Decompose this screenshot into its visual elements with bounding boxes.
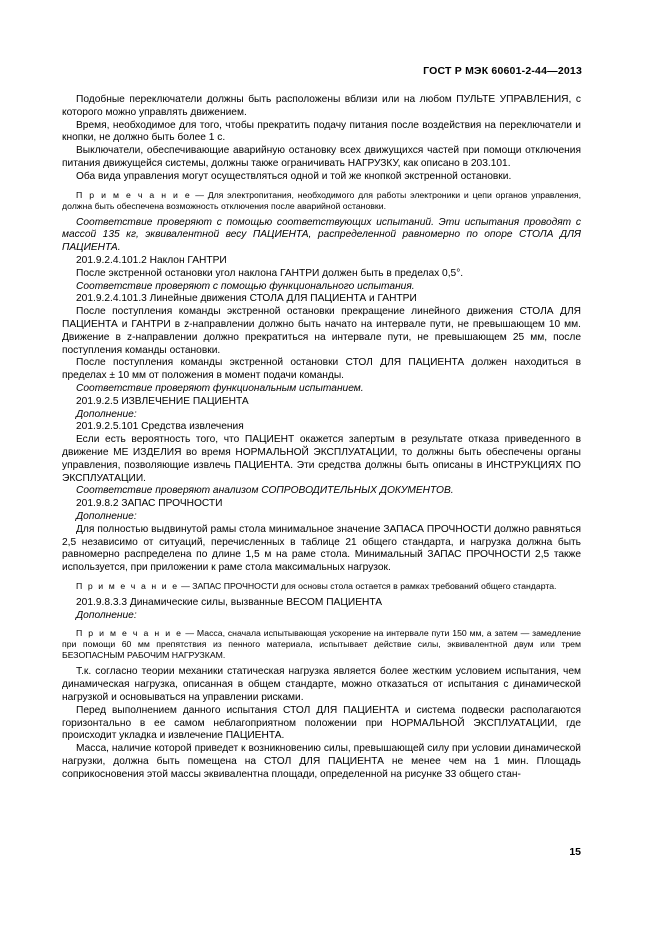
- compliance-text: Соответствие проверяют с помощью соответствующих испытаний. Эти испытания проводят с массой 135 кг, эквивалентной весу ПАЦИЕНТА, распределенной равномерно по опоре СТОЛА ДЛЯ ПАЦИЕНТА.: [62, 216, 581, 254]
- paragraph: Подобные переключатели должны быть расположены вблизи или на любом ПУЛЬТЕ УПРАВЛЕНИЯ, с которого можно управлять движением.: [62, 94, 581, 118]
- note-text: — ЗАПАС ПРОЧНОСТИ для основы стола остается в рамках требований общего стандарта.: [181, 580, 557, 591]
- compliance-text: Соответствие проверяют анализом СОПРОВОДИТЕЛЬНЫХ ДОКУМЕНТОВ.: [76, 485, 454, 497]
- note-label: П р и м е ч а н и е: [76, 580, 179, 591]
- paragraph: После поступления команды экстренной остановки прекращение линейного движения СТОЛА ДЛЯ ПАЦИЕНТА и ГАНТРИ в z-направлении должно быть начато на интервале пути, не превышающем 10 мм. Движение в z-направлении должно прекратиться на интервале пути, не превышающем 25 мм, после поступления команды остановки.: [62, 306, 581, 356]
- page-content: [62, 94, 581, 782]
- section-heading: 201.9.2.5.101 Средства извлечения: [76, 421, 244, 433]
- paragraph: Т.к. согласно теории механики статическая нагрузка является более жестким условием испытания, чем динамическая нагрузка, описанная в общем стандарте, можно отказаться от испытания с динамической нагрузкой и основываться на управлении рисками.: [62, 666, 581, 704]
- standard-header: ГОСТ Р МЭК 60601-2-44—2013: [423, 65, 582, 77]
- page-number: 15: [569, 846, 581, 858]
- paragraph: Перед выполнением данного испытания СТОЛ ДЛЯ ПАЦИЕНТА и система подвески располагаются горизонтально в ее самом неблагоприятном положении при НОРМАЛЬНОЙ ЭКСПЛУАТАЦИИ, где происходит укладка и извлечение ПАЦИЕНТА.: [62, 704, 581, 742]
- section-heading: 201.9.8.2 ЗАПАС ПРОЧНОСТИ: [76, 498, 223, 510]
- paragraph: Если есть вероятность того, что ПАЦИЕНТ окажется запертым в результате отказа приведенного в движение МЕ ИЗДЕЛИЯ во время НОРМАЛЬНОЙ ЭКСПЛУАТАЦИИ, то должны быть обеспечены органы управления, позволяющие извлечь ПАЦИЕНТА. Эти средства должны быть описаны в ИНСТРУКЦИЯХ ПО ЭКСПЛУАТАЦИИ.: [62, 434, 581, 484]
- paragraph: Масса, наличие которой приведет к возникновению силы, превышающей силу при условии динамической нагрузки, должна быть помещена на СТОЛ ДЛЯ ПАЦИЕНТА не менее чем на 1 мин. Площадь соприкосновения этой массы эквивалентна площади, определенной на рисунке 33 общего стан-: [62, 743, 581, 780]
- section-heading: 201.9.2.4.101.2 Наклон ГАНТРИ: [76, 254, 227, 266]
- section-heading: 201.9.2.5 ИЗВЛЕЧЕНИЕ ПАЦИЕНТА: [76, 395, 249, 407]
- paragraph: Оба вида управления могут осуществляться одной и той же кнопкой экстренной остановки.: [76, 170, 512, 182]
- addition-label: Дополнение:: [76, 609, 137, 621]
- note-text: — Для электропитания, необходимого для работы электроники и цепи органов управления, должна быть обеспечена возможность отключения после аварийной остановки.: [62, 189, 581, 211]
- compliance-text: Соответствие проверяют с помощью функционального испытания.: [76, 280, 415, 292]
- compliance-text: Соответствие проверяют функциональным испытанием.: [76, 382, 364, 394]
- paragraph: После поступления команды экстренной остановки СТОЛ ДЛЯ ПАЦИЕНТА должен находиться в пределах ± 10 мм от положения в момент подачи команды.: [62, 357, 581, 382]
- note: [62, 190, 581, 212]
- paragraph: После экстренной остановки угол наклона ГАНТРИ должен быть в пределах 0,5°.: [76, 267, 464, 279]
- note: [62, 581, 581, 592]
- paragraph: Выключатели, обеспечивающие аварийную остановку всех движущихся частей при помощи отключения питания движущейся системы, должны также ограничивать НАГРУЗКУ, как описано в 203.101.: [62, 145, 581, 169]
- addition-label: Дополнение:: [76, 510, 137, 522]
- note-text: — Масса, сначала испытывающая ускорение на интервале пути 150 мм, а затем — замедление при помощи 60 мм препятствия из пенного материала, испытывает действие силы, эквивалентной двум или трем БЕЗОПАСНЫМ РАБОЧИМ НАГРУЗКАМ.: [62, 628, 581, 661]
- section-heading: 201.9.2.4.101.3 Линейные движения СТОЛА ДЛЯ ПАЦИЕНТА и ГАНТРИ: [76, 293, 417, 305]
- paragraph: Для полностью выдвинутой рамы стола минимальное значение ЗАПАСА ПРОЧНОСТИ должно равняться 2,5 независимо от ситуаций, перечисленных в таблице 21 общего стандарта, и нагрузка должна быть равномерно распределена по длине 1,5 м на раме стола. Минимальный ЗАПАС ПРОЧНОСТИ 2,5 также используется, при приложении к раме стола максимальных нагрузок.: [62, 523, 581, 574]
- section-heading: 201.9.8.3.3 Динамические силы, вызванные ВЕСОМ ПАЦИЕНТА: [76, 596, 383, 608]
- note-label: П р и м е ч а н и е: [76, 628, 183, 639]
- addition-label: Дополнение:: [76, 408, 137, 420]
- note-label: П р и м е ч а н и е: [76, 189, 192, 200]
- note: [62, 628, 581, 661]
- paragraph: Время, необходимое для того, чтобы прекратить подачу питания после воздействия на переключатели и кнопки, не должно быть более 1 с.: [62, 119, 581, 144]
